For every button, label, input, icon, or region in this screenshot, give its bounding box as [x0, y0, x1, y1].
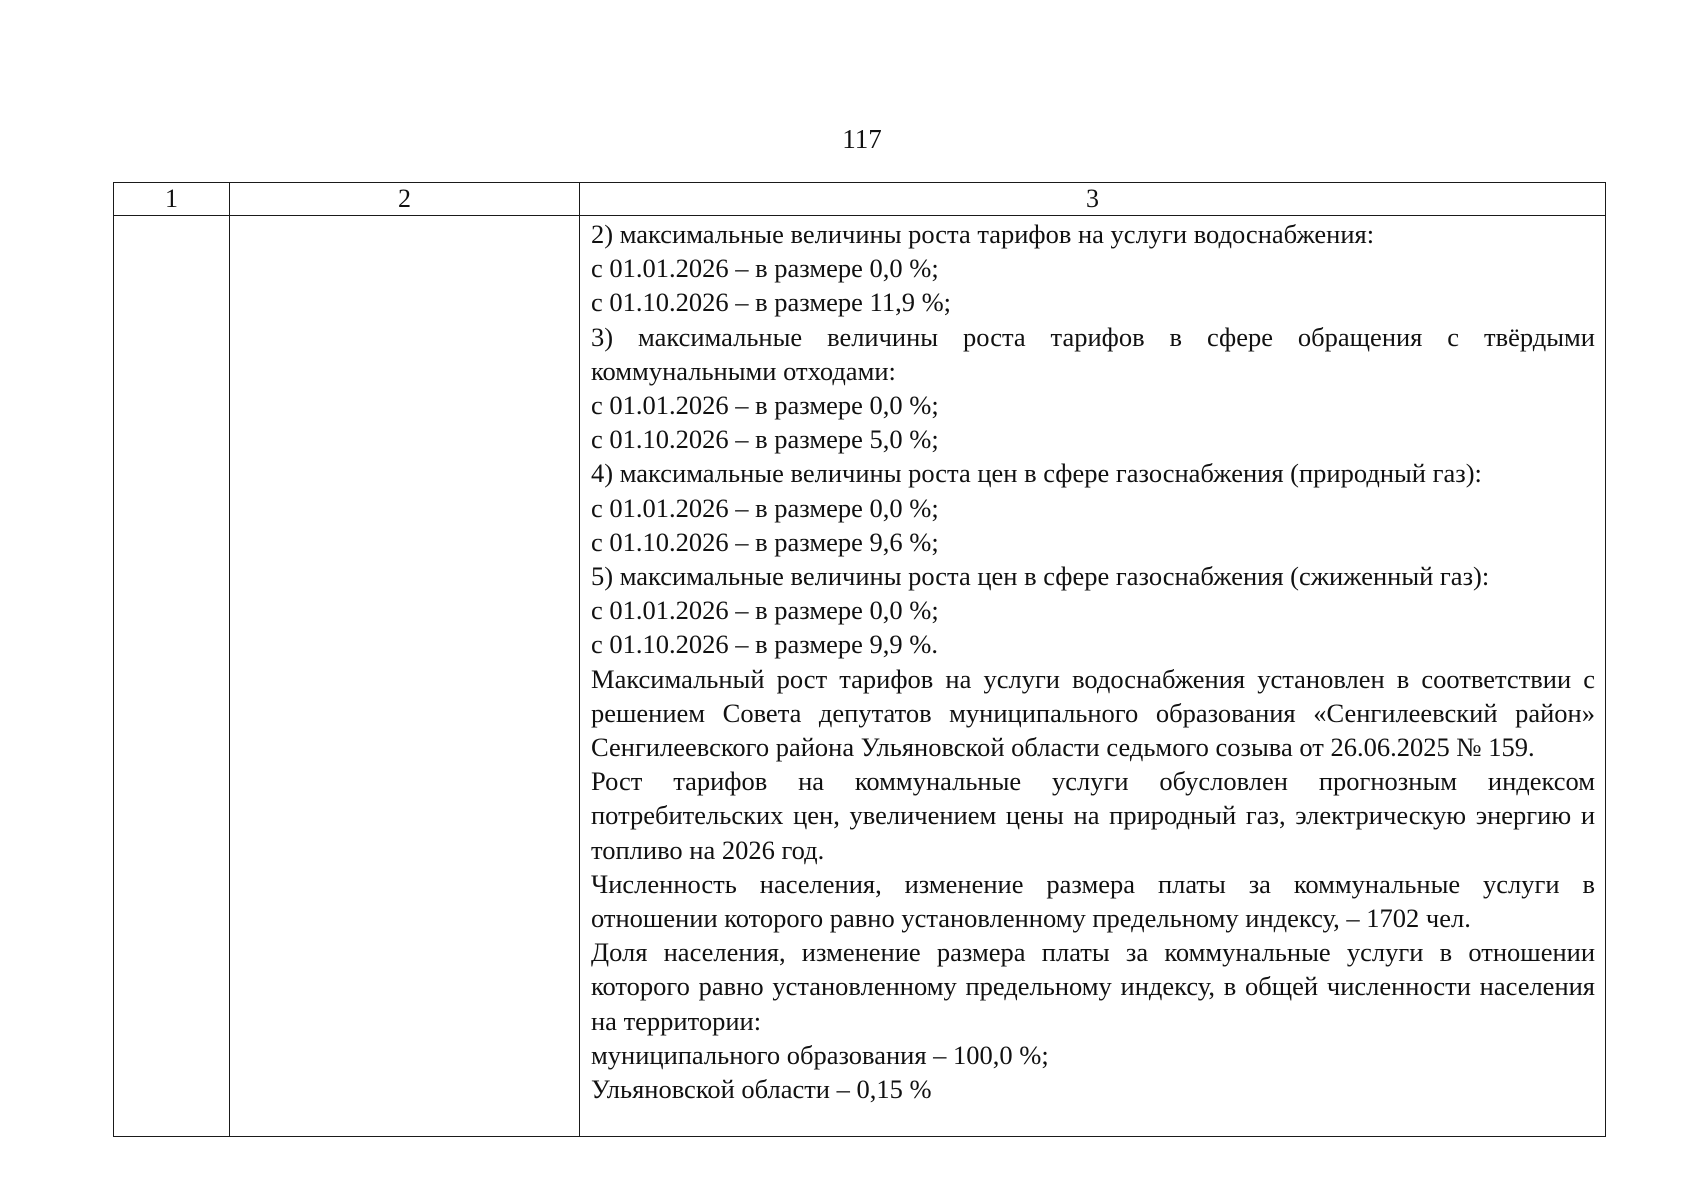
paragraph-waste-jan: с 01.01.2026 – в размере 0,0 %;	[591, 390, 939, 421]
paragraph-natural-gas-heading: 4) максимальные величины роста цен в сфере газоснабжения (природный газ):	[591, 458, 1482, 489]
paragraph-water-heading: 2) максимальные величины роста тарифов на услуги водоснабжения:	[591, 219, 1375, 249]
cell-col-3-content	[580, 216, 1605, 1106]
paragraph-tariff-growth-reason: Рост тарифов на коммунальные услуги обусловлен прогнозным индексом потребительских цен, увеличением цены на природный газ, электрическую энергию и топливо на 2026 год.	[591, 766, 1595, 865]
cell-col-1	[114, 216, 230, 1137]
paragraph-population-count: Численность населения, изменение размера платы за коммунальные услуги в отношении которого равно установленному предельному индексу, – 1702 чел.	[591, 868, 1595, 934]
paragraph-natural-gas-oct: с 01.10.2026 – в размере 9,6 %;	[591, 526, 939, 557]
paragraph-water-oct: с 01.10.2026 – в размере 11,9 %;	[591, 287, 952, 318]
cell-col-2	[230, 216, 580, 1137]
paragraph-waste-heading: 3) максимальные величины роста тарифов в сфере обращения с твёрдыми коммунальными отходами:	[591, 321, 1595, 386]
column-header-2: 2	[230, 183, 580, 216]
paragraph-region-share: Ульяновской области – 0,15 %	[591, 1074, 932, 1105]
paragraph-population-share: Доля населения, изменение размера платы за коммунальные услуги в отношении которого равно установленному предельному индексу, в общей численности населения на территории:	[591, 937, 1595, 1036]
paragraph-municipal-share: муниципального образования – 100,0 %;	[591, 1039, 1049, 1070]
paragraph-water-jan: с 01.01.2026 – в размере 0,0 %;	[591, 253, 939, 284]
column-header-1: 1	[114, 183, 230, 216]
paragraph-natural-gas-jan: с 01.01.2026 – в размере 0,0 %;	[591, 492, 939, 523]
paragraph-liquefied-gas-heading: 5) максимальные величины роста цен в сфере газоснабжения (сжиженный газ):	[591, 561, 1490, 592]
table-row	[114, 216, 1606, 1137]
cell-col-3	[580, 216, 1606, 1137]
paragraph-liquefied-gas-jan: с 01.01.2026 – в размере 0,0 %;	[591, 595, 939, 626]
paragraph-liquefied-gas-oct: с 01.10.2026 – в размере 9,9 %.	[591, 629, 938, 660]
paragraph-waste-oct: с 01.10.2026 – в размере 5,0 %;	[591, 424, 939, 455]
page-number: 117	[842, 124, 882, 154]
paragraph-water-decision: Максимальный рост тарифов на услуги водоснабжения установлен в соответствии с решением Совета депутатов муниципального образования «Сенгилеевский район» Сенгилеевского района Ульяновской области седьмого созыва от 26.06.2025 № 159.	[591, 663, 1595, 763]
column-header-3: 3	[580, 183, 1606, 216]
content-table	[113, 182, 1606, 1137]
table-header-row	[114, 183, 1606, 216]
